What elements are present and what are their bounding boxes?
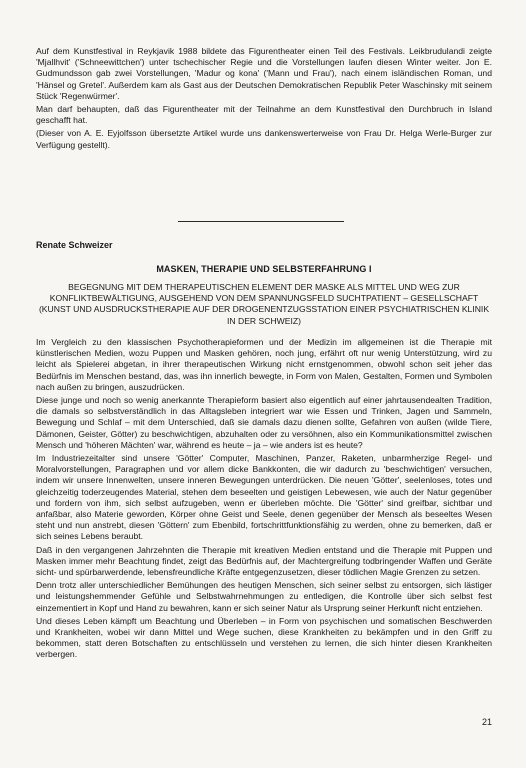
intro-section <box>36 46 492 153</box>
body-paragraph: Denn trotz aller unterschiedlicher Bemühungen des heutigen Menschen, sich seiner selbst zu entsorgen, sich lästiger und leistungshemmender Gefühle und Selbstwahrnehmungen zu entledigen, die Kontrolle über sich selbst fest einzementiert in Kopf und Hand zu bewahren, kann er sich seiner Natur als Ursprung seiner Herkunft nicht entziehen. <box>36 580 492 613</box>
page-number: 21 <box>481 717 492 727</box>
article-author: Renate Schweizer <box>36 240 113 250</box>
article-subtitle: BEGEGNUNG MIT DEM THERAPEUTISCHEN ELEMENT DER MASKE ALS MITTEL UND WEG ZUR KONFLIKTBEWÄLTIGUNG, AUSGEHEND VON DEM SPANNUNGSFELD SUCHTPATIENT – GESELLSCHAFT (KUNST UND AUSDRUCKSTHERAPIE AUF DER DROGENENTZUGSSTATION EINER PSYCHIATRISCHEN KLINIK IN DER SCHWEIZ) <box>38 282 490 326</box>
body-paragraph: Im Vergleich zu den klassischen Psychotherapieformen und der Medizin im allgemeinen ist die Therapie mit künstlerischen Medien, wozu Puppen und Masken gehören, noch jung, erfährt oft nur wenig Unterstützung, wird zu leicht als Spielerei abgetan, in ihrer therapeutischen Wirkung nicht ernstgenommen, obwohl schon seit jeher das Bedürfnis im Menschen bestand, das, was ihn innerlich bewegte, in Form von Malen, Gestalten, Formen und Symbolen nach außen zu bringen, auszudrücken. <box>36 337 492 392</box>
article-title: MASKEN, THERAPIE UND SELBSTERFAHRUNG I <box>156 264 372 274</box>
body-paragraph: Und dieses Leben kämpft um Beachtung und Überleben – in Form von psychischen und somatischen Beschwerden und Krankheiten, wobei wir dann Mittel und Wege suchen, diese Krankheiten zu bekämpfen und in den Griff zu bekommen, statt deren Botschaften zu entschlüsseln und verstehen zu lernen, die sich hinter diesen Krankheiten verbergen. <box>36 615 492 660</box>
intro-paragraph: Man darf behaupten, daß das Figurentheater mit der Teilnahme an dem Kunstfestival den Durchbruch in Island geschafft hat. <box>36 104 492 126</box>
article-body <box>36 337 492 663</box>
body-paragraph: Diese junge und noch so wenig anerkannte Therapieform basiert also eigentlich auf einer jahrtausendealten Tradition, die damals so selbstverständlich in das Alltagsleben integriert war wie Essen und Trinken, Jagen und Sammeln, Bewegung und Schlaf – mit dem Unterschied, daß sie damals dazu dienen sollte, Gefahren von außen (wilde Tiere, Dämonen, Geister, Götter) zu beschwichtigen, abzuhalten oder zu versöhnen, also ein Kommunikationsmittel zwischen Mensch und 'höheren Mächten' war, während es heute – ja – wie anders ist es heute? <box>36 395 492 450</box>
intro-paragraph: Auf dem Kunstfestival in Reykjavik 1988 bildete das Figurentheater einen Teil des Festivals. Leikbrudulandi zeigte 'Mjallhvit' ('Schneewittchen') unter tschechischer Regie und die Vorstellungen laufen diesen Winter weiter. Jon E. Gudmundsson gab zwei Vorstellungen, 'Madur og kona' ('Mann und Frau'), nach einem isländischen Roman, und 'Hänsel og Gretel'. Außerdem kam als Gast aus der Deutschen Demokratischen Republik Peter Waschinsky mit seinem Stück 'Regenwürmer'. <box>36 46 492 101</box>
section-divider <box>178 221 344 222</box>
body-paragraph: Im Industriezeitalter sind unsere 'Götter' Computer, Maschinen, Panzer, Raketen, unbarmherzige Regel- und Moralvorstellungen, Paragraphen und vor allem dicke Bankkonten, die wir dadurch zu 'beschwichtigen' versuchen, indem wir unsere Innenwelten, unsere inneren Bewegungen unterdrücken. Die neuen 'Götter', seelenloses, totes und gleichzeitig toderzeugendes Material, stehen dem beseelten und geistigen Lebewesen, wie auch der Natur gegenüber und fordern von ihm, sich selbst aufzugeben, wenn er überleben möchte. Die 'Götter' sind greifbar, sichtbar und anfaßbar, also Materie geworden, Körper ohne Geist und Seele, denen gegenüber der Mensch als beseeltes Wesen steht und nun anstrebt, diesen 'Göttern' zum Ebenbild, fortschrittfunktionsfähig zu werden, ohne zu bemerken, daß er sich seines Lebens beraubt. <box>36 453 492 542</box>
intro-paragraph: (Dieser von A. E. Eyjolfsson übersetzte Artikel wurde uns dankenswerterweise von Frau Dr. Helga Werle-Burger zur Verfügung gestellt). <box>36 128 492 150</box>
body-paragraph: Daß in den vergangenen Jahrzehnten die Therapie mit kreativen Medien entstand und die Therapie mit Puppen und Masken immer mehr Beachtung findet, zeigt das Bedürfnis auf, der Machtergreifung todbringender Waffen und Geräte sicht- und spürbarwerdende, lebensfreundliche Kräfte entgegenzusetzen, dieser tödlichen Magie Grenzen zu setzen. <box>36 544 492 578</box>
